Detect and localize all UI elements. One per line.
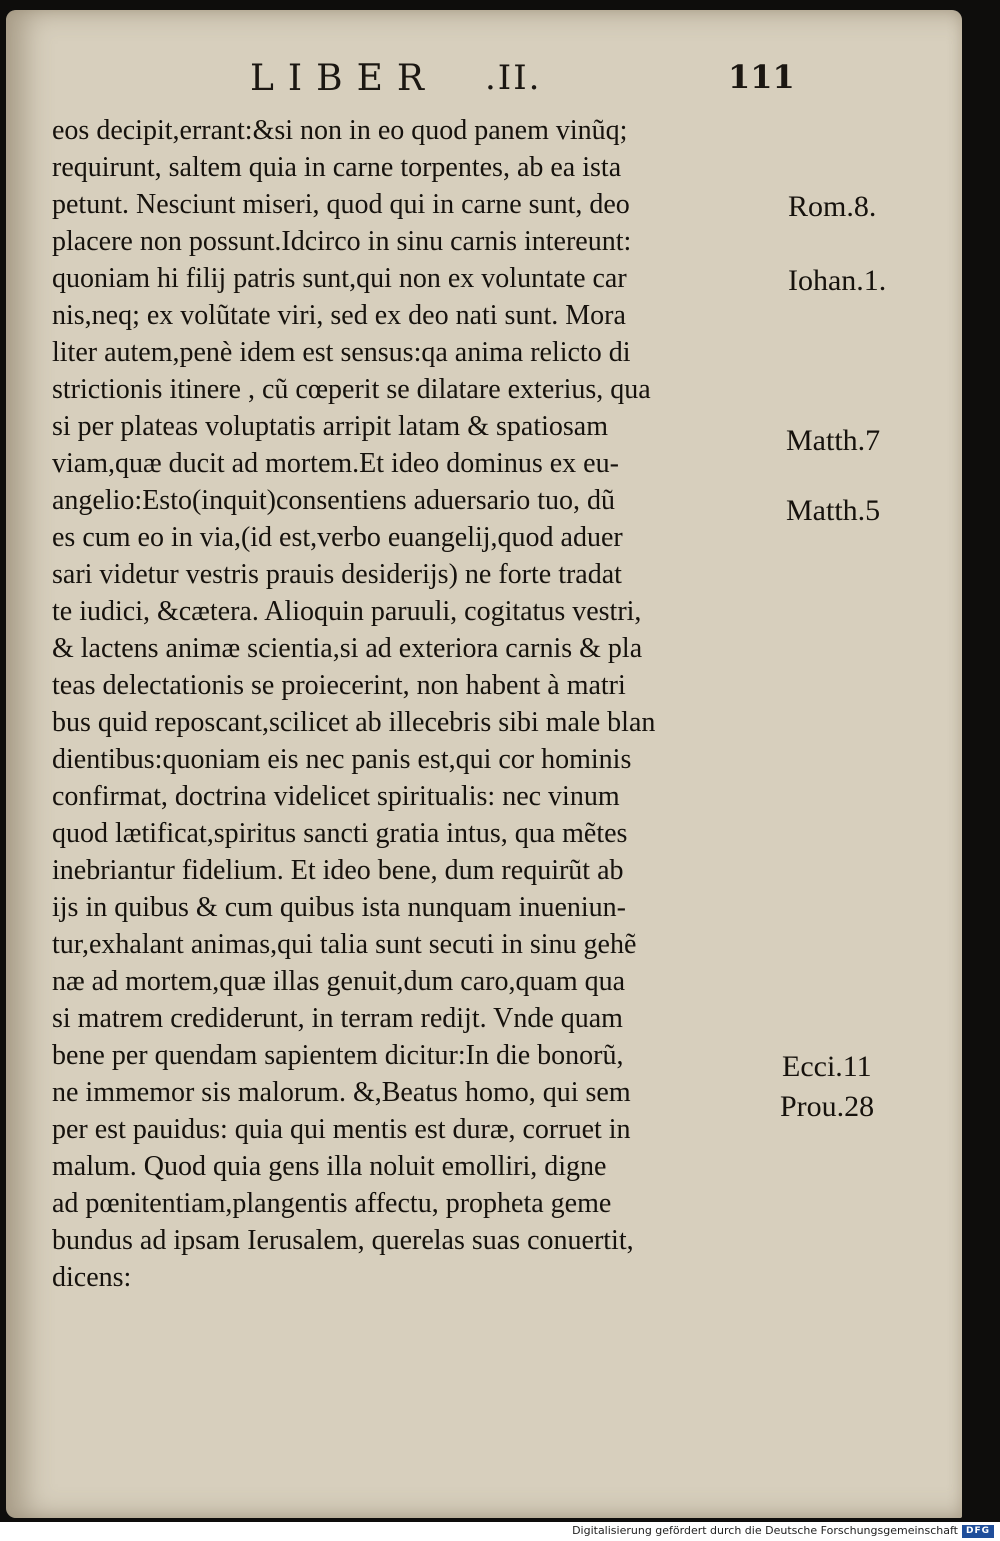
text-line: teas delectationis se proiecerint, non habent à matri [52, 670, 626, 701]
footer-bar [0, 1522, 1000, 1541]
text-line: petunt. Nesciunt miseri, quod qui in carne sunt, deo [52, 189, 630, 220]
book-number: .II. [485, 58, 542, 98]
margin-note-rom: Rom.8. [788, 190, 877, 223]
text-line: nis,neq; ex volũtate viri, sed ex deo nati sunt. Mora [52, 300, 626, 331]
text-line: quod lætificat,spiritus sancti gratia intus, qua mẽtes [52, 818, 628, 849]
text-line: requirunt, saltem quia in carne torpentes, ab ea ista [52, 152, 622, 183]
funding-credit: Digitalisierung gefördert durch die Deutsche Forschungsgemeinschaft [572, 1524, 958, 1537]
text-line: es cum eo in via,(id est,verbo euangelij,quod aduer [52, 522, 623, 553]
dfg-logo: DFG [962, 1525, 994, 1538]
running-title: LIBER [250, 58, 438, 99]
text-line: quoniam hi filij patris sunt,qui non ex voluntate car [52, 263, 627, 294]
text-line: angelio:Esto(inquit)consentiens aduersario tuo, dũ [52, 485, 615, 516]
main-text-block [52, 112, 772, 1296]
margin-note-ecci: Ecci.11 [782, 1050, 872, 1083]
text-line: dientibus:quoniam eis nec panis est,qui cor hominis [52, 744, 632, 775]
text-line: strictionis itinere , cũ cœperit se dilatare exterius, qua [52, 374, 651, 405]
text-line: ad pœnitentiam,plangentis affectu, propheta geme [52, 1188, 612, 1219]
text-line: per est pauidus: quia qui mentis est duræ, corruet in [52, 1114, 631, 1145]
text-line: tur,exhalant animas,qui talia sunt secuti in sinu gehẽ [52, 929, 637, 960]
text-line: si matrem crediderunt, in terram redijt. Vnde quam [52, 1003, 623, 1034]
text-line: dicens: [52, 1262, 132, 1293]
text-line: bene per quendam sapientem dicitur:In die bonorũ, [52, 1040, 624, 1071]
text-line: næ ad mortem,quæ illas genuit,dum caro,quam qua [52, 966, 626, 997]
page-header [0, 58, 1000, 98]
margin-note-prou: Prou.28 [780, 1090, 875, 1123]
text-line: malum. Quod quia gens illa noluit emolliri, digne [52, 1151, 607, 1182]
text-line: viam,quæ ducit ad mortem.Et ideo dominus ex eu- [52, 448, 619, 479]
text-line: eos decipit,errant:&si non in eo quod panem vinũq; [52, 115, 628, 146]
margin-note-matth-7: Matth.7 [786, 424, 881, 457]
text-line: liter autem,penè idem est sensus:qa anima relicto di [52, 337, 631, 368]
text-line: sari videtur vestris prauis desiderijs) ne forte tradat [52, 559, 622, 590]
text-line: inebriantur fidelium. Et ideo bene, dum requirũt ab [52, 855, 624, 886]
text-line: ijs in quibus & cum quibus ista nunquam inueniun- [52, 892, 626, 923]
margin-note-iohan: Iohan.1. [788, 264, 887, 297]
text-line: bundus ad ipsam Ierusalem, querelas suas conuertit, [52, 1225, 634, 1256]
text-line: confirmat, doctrina videlicet spiritualis: nec vinum [52, 781, 620, 812]
margin-note-matth-5: Matth.5 [786, 494, 881, 527]
text-line: & lactens animæ scientia,si ad exteriora carnis & pla [52, 633, 643, 664]
text-line: ne immemor sis malorum. &,Beatus homo, qui sem [52, 1077, 631, 1108]
text-line: si per plateas voluptatis arripit latam & spatiosam [52, 411, 608, 442]
text-line: bus quid reposcant,scilicet ab illecebris sibi male blan [52, 707, 656, 738]
text-line: placere non possunt.Idcirco in sinu carnis intereunt: [52, 226, 632, 257]
folio-number: 111 [728, 58, 795, 96]
text-line: te iudici, &cætera. Alioquin paruuli, cogitatus vestri, [52, 596, 642, 627]
